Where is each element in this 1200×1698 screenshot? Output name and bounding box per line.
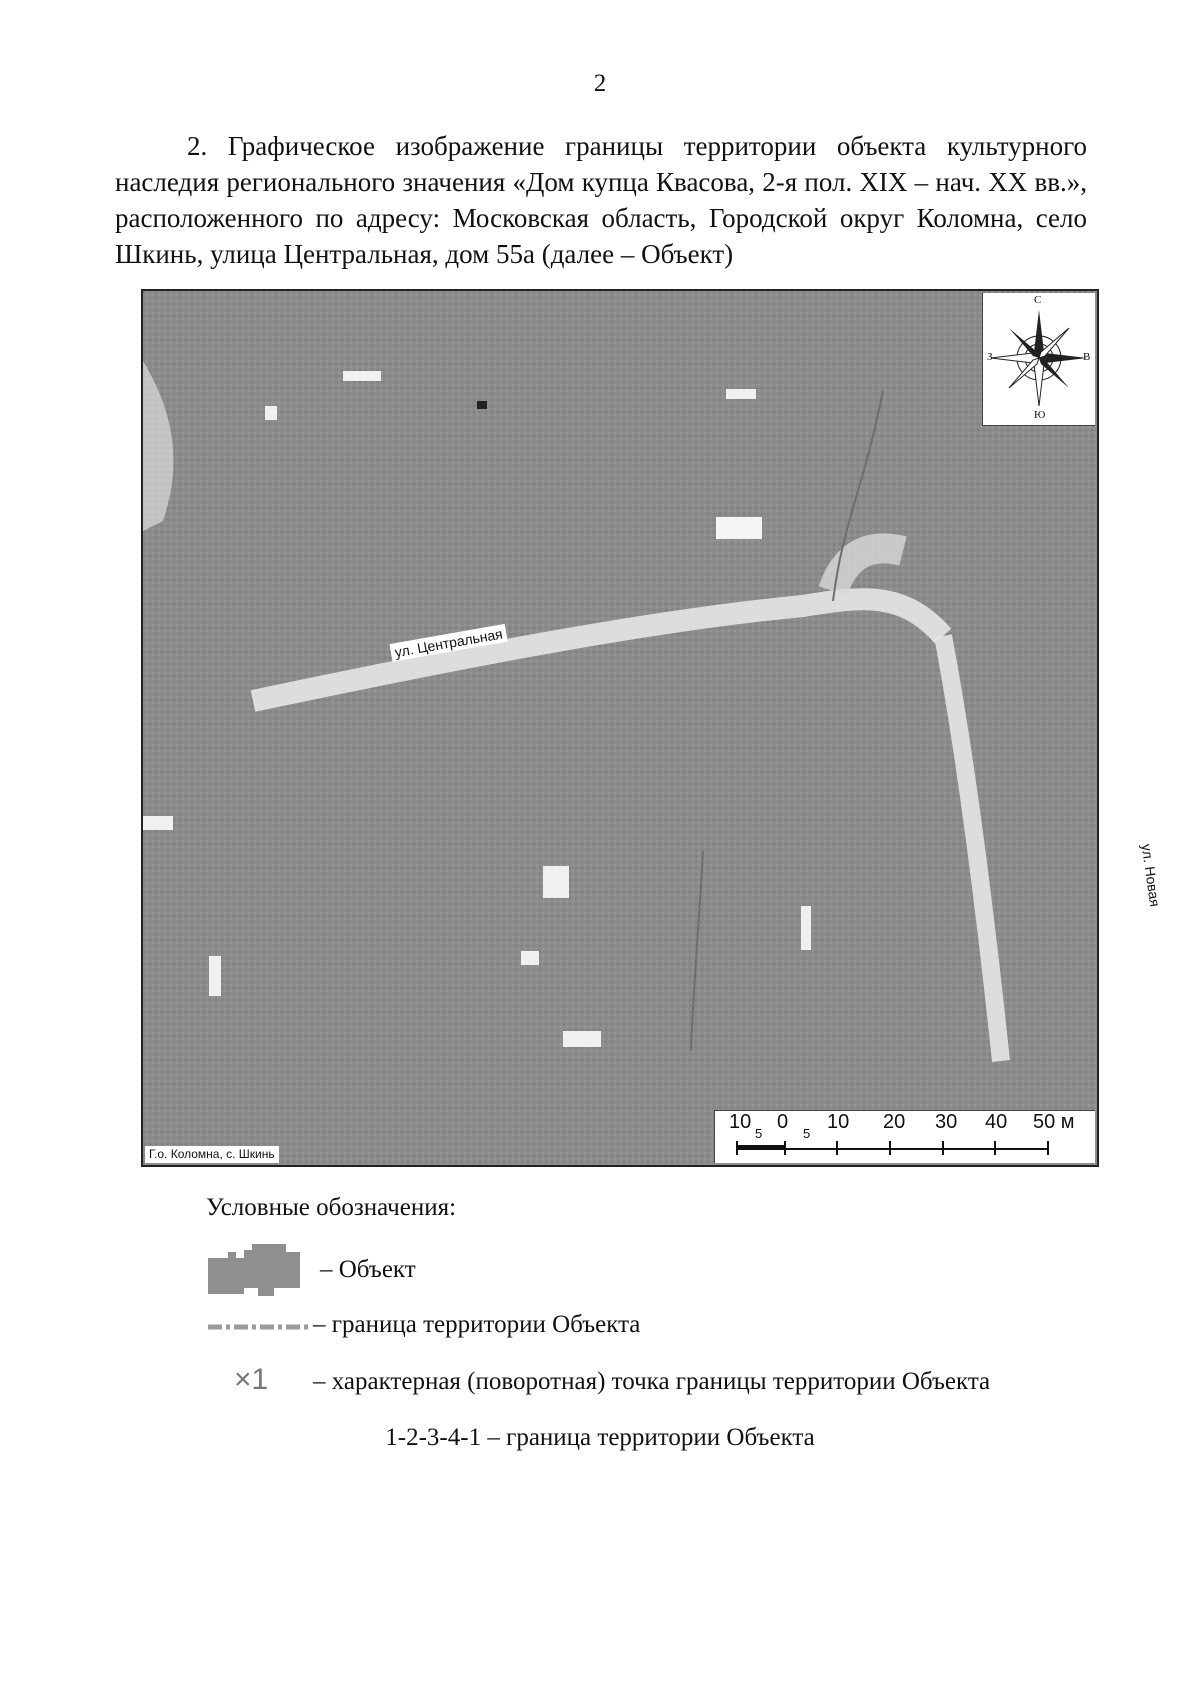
boundary-sequence: 1-2-3-4-1 – граница территории Объекта <box>385 1424 815 1451</box>
intro-paragraph: 2. Графическое изображение границы территории объекта культурного наследия регионального значения «Дом купца Квасова, 2-я пол. XIX – нач. XX вв.», расположенного по адресу: Московская область, Городской округ Коломна, село Шкинь, улица Центральная, дом 55а (далее – Объект) <box>115 131 1087 269</box>
scale-label: 5 <box>755 1126 763 1141</box>
boundary-line-icon <box>208 1322 308 1332</box>
compass-east: В <box>1083 351 1091 363</box>
scale-label: 30 <box>935 1111 958 1133</box>
legend-title: Условные обозначения: <box>206 1194 457 1221</box>
compass-north: С <box>1034 294 1042 306</box>
scale-label: 10 <box>729 1111 752 1133</box>
scale-label: 40 <box>985 1111 1008 1133</box>
scale-label: 50 м <box>1033 1111 1075 1133</box>
scale-label: 5 <box>803 1126 811 1141</box>
road-label-central: ул. Центральная <box>389 624 507 662</box>
map-terrain <box>143 291 1097 1165</box>
compass-south: Ю <box>1034 409 1046 421</box>
legend-boundary-text: – граница территории Объекта <box>313 1311 641 1338</box>
scale-label: 0 <box>777 1111 789 1133</box>
compass-icon <box>983 293 1095 425</box>
page-number: 2 <box>593 70 607 97</box>
turning-point-icon: ×1 <box>234 1363 269 1396</box>
scale-ruler <box>715 1111 1095 1163</box>
legend-point-text: – характерная (поворотная) точка границы территории Объекта <box>313 1368 991 1395</box>
map-image <box>141 289 1164 1167</box>
scale-label: 10 <box>827 1111 850 1133</box>
compass-west: З <box>987 351 993 363</box>
object-symbol-icon <box>208 1240 308 1300</box>
scale-label: 20 <box>883 1111 906 1133</box>
road-label-novaya: ул. Новая <box>1137 839 1165 912</box>
scale-bar <box>714 1110 1095 1163</box>
compass-rose <box>982 293 1095 426</box>
legend-object-text: – Объект <box>320 1256 416 1283</box>
map-caption: Г.о. Коломна, с. Шкинь <box>145 1146 279 1163</box>
